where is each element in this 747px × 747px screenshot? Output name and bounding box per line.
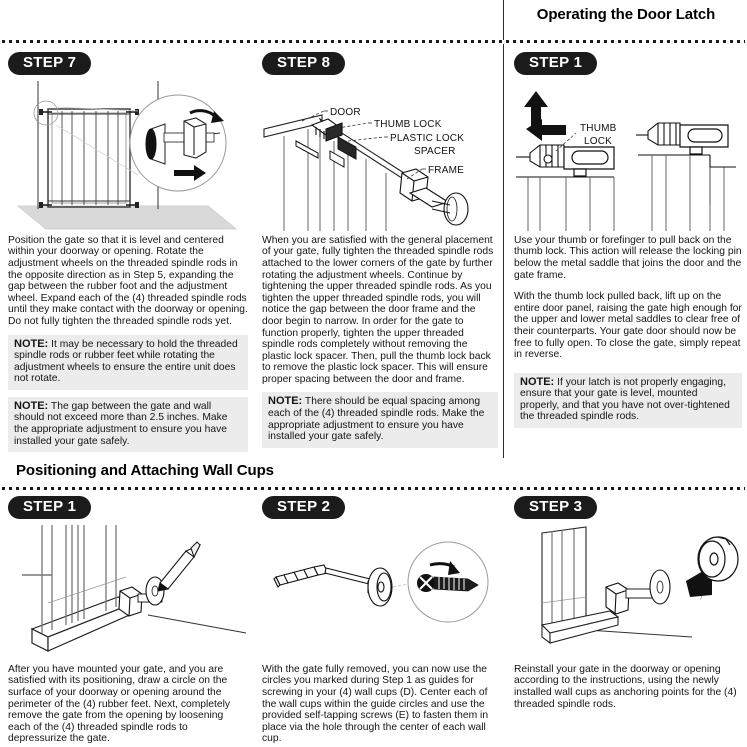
note-body: It may be necessary to hold the threaded spindle rods or rubber feet while rotating the adjustment wheels to ensure the entire unit does not rotate. (14, 338, 238, 385)
step8-latch-diagram (262, 81, 498, 231)
callout-thumb-lock: THUMB LOCK (374, 118, 442, 130)
divider-vertical-top (503, 0, 504, 40)
divider-dotted-top (2, 40, 745, 43)
latch-step1-note-1 (514, 373, 742, 428)
step-pill-wallcup-2: STEP 2 (262, 496, 500, 519)
step7-note-2 (8, 397, 248, 452)
note-label: NOTE: (14, 337, 49, 350)
note-label: NOTE: (268, 395, 303, 408)
wallcup-step1-diagram (8, 525, 248, 660)
illustration-wallcup-step3 (514, 525, 744, 660)
column-step7 (8, 52, 248, 452)
illustration-wallcup-step2 (262, 525, 500, 660)
step7-gate-diagram (8, 81, 248, 231)
wallcup-step3-diagram (514, 525, 744, 660)
callout-spacer: SPACER (414, 145, 456, 157)
note-body: There should be equal spacing among each of the (4) threaded spindle rods. Make the appropriate adjustment to ensure you have installed your gate safely. (268, 396, 485, 443)
illustration-wallcup-step1 (8, 525, 248, 660)
step7-note-1 (8, 335, 248, 390)
note-body: The gap between the gate and wall should not exceed more than 2.5 inches. Make the appropriate adjustment to ensure you have installed your gate safely. (14, 400, 228, 447)
step7-body: Position the gate so that it is level and centered within your doorway or opening. Rotate the adjustment wheels on the threaded spindle rods in the opposite direction as in Step 5, expanding the gap between the rubber foot and the adjustment wheel. Expand each of the (4) threaded spindle rods until they make contact with the doorway or opening. Do not fully tighten the threaded spindle rods yet. (8, 234, 248, 327)
callout-frame: FRAME (428, 164, 464, 176)
step8-body: When you are satisfied with the general placement of your gate, fully tighten the threaded spindle rods attached to the lower corners of the gate by further rotating the adjustment wheels. Continue by tightening the upper threaded spindle rods. As you tighten the upper threaded spindle rods, you will notice the gap between the door frame and the door begin to narrow. In order for the gate to function properly, tighten the upper threaded spindle rods completely without removing the plastic lock spacer. Then, pull the thumb lock back to remove the plastic lock spacer. This will ensure proper spacing between the door and frame. (262, 234, 494, 385)
illustration-step8 (262, 81, 498, 231)
column-wallcup-step3 (514, 496, 744, 710)
illustration-step7 (8, 81, 248, 231)
callout-door: DOOR (330, 106, 361, 118)
step-pill-wallcup-3: STEP 3 (514, 496, 744, 519)
wallcup-step2-diagram (262, 525, 500, 660)
note-label: NOTE: (520, 375, 555, 388)
step-pill-7: STEP 7 (8, 52, 248, 75)
callout-plastic-lock: PLASTIC LOCK (390, 132, 465, 144)
illustration-latch-step1 (514, 81, 742, 231)
section-title-operating-door-latch: Operating the Door Latch (536, 6, 716, 23)
latch-step1-body-2: With the thumb lock pulled back, lift up on the entire door panel, raising the gate high enough for the upper and lower metal saddles to clear free of their counterparts. Your gate door should now be free to fully open. To close the gate, simply repeat in reverse. (514, 291, 742, 361)
divider-vertical-topblock (503, 44, 504, 458)
column-wallcup-step2 (262, 496, 500, 745)
wallcup-step3-body: Reinstall your gate in the doorway or opening according to the instructions, using the newly installed wall cups as anchoring points for the (4) threaded spindle rods. (514, 663, 737, 710)
column-step8 (262, 52, 498, 448)
step-pill-latch-1: STEP 1 (514, 52, 742, 75)
step-pill-wallcup-1: STEP 1 (8, 496, 248, 519)
wallcup-step2-body: With the gate fully removed, you can now use the circles you marked during Step 1 as guides for screwing in your (4) wall cups (D). Center each of the wall cups within the guide circles and use the provided self-tapping screws (E) to fasten them in place via the hole through the center of each wall cup. (262, 663, 489, 745)
section-title-positioning-wall-cups: Positioning and Attaching Wall Cups (16, 462, 274, 479)
wallcup-step1-body: After you have mounted your gate, and you are satisfied with its positioning, draw a circle on the surface of your doorway or opening around the perimeter of the (4) rubber feet. Next, completely remove the gate from the opening by loosening each of the (4) threaded spindle rods to depressurize the gate. (8, 663, 231, 745)
step-pill-8: STEP 8 (262, 52, 498, 75)
column-latch-step1 (514, 52, 742, 428)
latch-step1-body-1: Use your thumb or forefinger to pull back on the thumb lock. This action will release the locking pin below the metal saddle that joins the door and the gate frame. (514, 234, 742, 281)
callout-lock: LOCK (584, 135, 613, 147)
callout-thumb: THUMB (580, 122, 617, 134)
note-body: If your latch is not properly engaging, ensure that your gate is level, mounted properly, and that you have not over-tightened the threaded spindle rods. (520, 376, 730, 423)
divider-dotted-bottom (2, 487, 745, 490)
note-label: NOTE: (14, 399, 49, 412)
step8-note-1 (262, 392, 498, 447)
latch-step1-diagram (514, 81, 742, 231)
column-wallcup-step1 (8, 496, 248, 745)
